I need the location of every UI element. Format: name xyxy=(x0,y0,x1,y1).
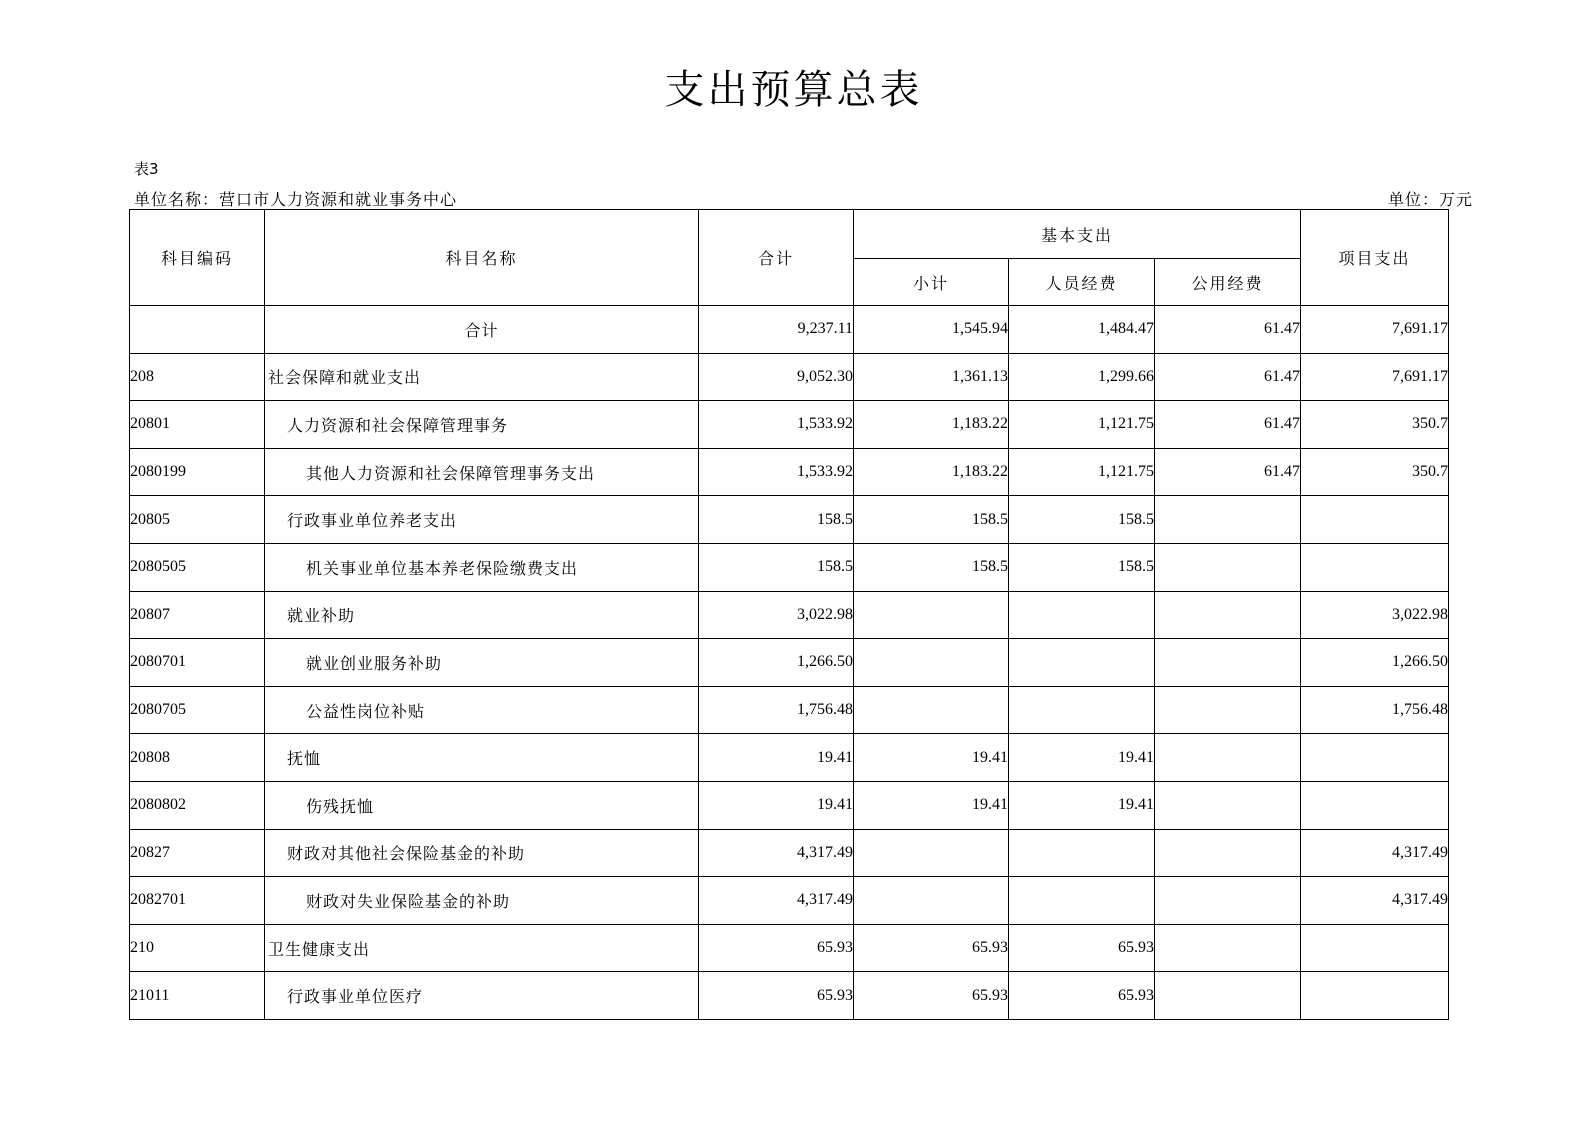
row-subtotal: 65.93 xyxy=(854,924,1009,972)
row-name: 行政事业单位医疗 xyxy=(265,972,699,1020)
row-public xyxy=(1155,972,1301,1020)
row-name: 财政对失业保险基金的补助 xyxy=(265,877,699,925)
row-public: 61.47 xyxy=(1155,353,1301,401)
row-name: 机关事业单位基本养老保险缴费支出 xyxy=(265,543,699,591)
document-title: 支出预算总表 xyxy=(664,67,923,113)
row-subtotal: 1,361.13 xyxy=(854,353,1009,401)
row-personnel xyxy=(1009,591,1155,639)
row-public xyxy=(1155,639,1301,687)
row-subtotal xyxy=(854,591,1009,639)
row-name: 其他人力资源和社会保障管理事务支出 xyxy=(265,448,699,496)
row-total: 1,756.48 xyxy=(699,686,854,734)
row-project: 350.7 xyxy=(1301,401,1449,449)
table-row xyxy=(130,448,1449,496)
row-total: 3,022.98 xyxy=(699,591,854,639)
row-name: 就业补助 xyxy=(265,591,699,639)
row-project xyxy=(1301,924,1449,972)
table-row xyxy=(130,496,1449,544)
row-code: 2080505 xyxy=(130,543,265,591)
row-project: 7,691.17 xyxy=(1301,306,1449,354)
row-public xyxy=(1155,877,1301,925)
row-subtotal: 158.5 xyxy=(854,496,1009,544)
row-code: 210 xyxy=(130,924,265,972)
row-project xyxy=(1301,972,1449,1020)
row-personnel: 19.41 xyxy=(1009,734,1155,782)
row-subtotal xyxy=(854,829,1009,877)
row-name: 就业创业服务补助 xyxy=(265,639,699,687)
row-public xyxy=(1155,734,1301,782)
row-personnel xyxy=(1009,877,1155,925)
row-code: 20827 xyxy=(130,829,265,877)
row-public xyxy=(1155,686,1301,734)
row-subtotal: 19.41 xyxy=(854,734,1009,782)
row-subtotal: 1,183.22 xyxy=(854,401,1009,449)
row-personnel: 158.5 xyxy=(1009,496,1155,544)
table-row xyxy=(130,639,1449,687)
header-personnel: 人员经费 xyxy=(1009,259,1155,306)
row-total: 9,237.11 xyxy=(699,306,854,354)
row-project: 4,317.49 xyxy=(1301,829,1449,877)
row-personnel: 1,121.75 xyxy=(1009,401,1155,449)
row-personnel: 65.93 xyxy=(1009,972,1155,1020)
row-code: 21011 xyxy=(130,972,265,1020)
row-total: 158.5 xyxy=(699,543,854,591)
row-personnel: 158.5 xyxy=(1009,543,1155,591)
row-code: 2080705 xyxy=(130,686,265,734)
table-row xyxy=(130,401,1449,449)
row-total: 158.5 xyxy=(699,496,854,544)
row-total: 9,052.30 xyxy=(699,353,854,401)
row-project: 1,266.50 xyxy=(1301,639,1449,687)
row-subtotal: 19.41 xyxy=(854,781,1009,829)
row-personnel: 65.93 xyxy=(1009,924,1155,972)
header-basic: 基本支出 xyxy=(854,210,1301,259)
row-public: 61.47 xyxy=(1155,448,1301,496)
row-personnel: 1,484.47 xyxy=(1009,306,1155,354)
table-row xyxy=(130,591,1449,639)
unit-name: 单位名称：营口市人力资源和就业事务中心 xyxy=(134,190,458,209)
row-total: 65.93 xyxy=(699,972,854,1020)
row-code: 20808 xyxy=(130,734,265,782)
currency-unit: 单位：万元 xyxy=(1387,190,1473,209)
row-personnel: 1,299.66 xyxy=(1009,353,1155,401)
budget-table xyxy=(129,209,1449,1020)
row-subtotal xyxy=(854,639,1009,687)
row-subtotal: 158.5 xyxy=(854,543,1009,591)
row-public xyxy=(1155,829,1301,877)
row-subtotal: 1,183.22 xyxy=(854,448,1009,496)
row-total: 4,317.49 xyxy=(699,877,854,925)
row-code: 20801 xyxy=(130,401,265,449)
row-name: 合计 xyxy=(265,306,699,354)
row-project: 350.7 xyxy=(1301,448,1449,496)
row-project xyxy=(1301,781,1449,829)
row-code: 20805 xyxy=(130,496,265,544)
row-project: 7,691.17 xyxy=(1301,353,1449,401)
row-name: 抚恤 xyxy=(265,734,699,782)
row-total: 4,317.49 xyxy=(699,829,854,877)
table-header xyxy=(130,210,1449,306)
header-name: 科目名称 xyxy=(265,210,699,306)
row-code: 2082701 xyxy=(130,877,265,925)
table-row xyxy=(130,353,1449,401)
row-public xyxy=(1155,543,1301,591)
row-subtotal xyxy=(854,877,1009,925)
table-row xyxy=(130,543,1449,591)
row-project xyxy=(1301,734,1449,782)
row-code: 2080701 xyxy=(130,639,265,687)
row-name: 伤残抚恤 xyxy=(265,781,699,829)
row-public: 61.47 xyxy=(1155,306,1301,354)
row-project: 1,756.48 xyxy=(1301,686,1449,734)
row-total: 1,533.92 xyxy=(699,448,854,496)
row-public xyxy=(1155,924,1301,972)
row-total: 19.41 xyxy=(699,734,854,782)
row-name: 财政对其他社会保险基金的补助 xyxy=(265,829,699,877)
row-name: 社会保障和就业支出 xyxy=(265,353,699,401)
row-name: 行政事业单位养老支出 xyxy=(265,496,699,544)
row-project xyxy=(1301,496,1449,544)
row-public xyxy=(1155,591,1301,639)
table-row xyxy=(130,781,1449,829)
row-name: 人力资源和社会保障管理事务 xyxy=(265,401,699,449)
row-total: 19.41 xyxy=(699,781,854,829)
header-code: 科目编码 xyxy=(130,210,265,306)
table-number: 表3 xyxy=(134,160,159,178)
row-code: 20807 xyxy=(130,591,265,639)
table-row xyxy=(130,306,1449,354)
row-subtotal xyxy=(854,686,1009,734)
row-public: 61.47 xyxy=(1155,401,1301,449)
row-total: 1,266.50 xyxy=(699,639,854,687)
row-code: 208 xyxy=(130,353,265,401)
row-public xyxy=(1155,496,1301,544)
row-code: 2080802 xyxy=(130,781,265,829)
row-total: 65.93 xyxy=(699,924,854,972)
row-personnel xyxy=(1009,686,1155,734)
table-row xyxy=(130,686,1449,734)
row-subtotal: 65.93 xyxy=(854,972,1009,1020)
row-name: 公益性岗位补贴 xyxy=(265,686,699,734)
row-project xyxy=(1301,543,1449,591)
row-personnel: 1,121.75 xyxy=(1009,448,1155,496)
table-row xyxy=(130,829,1449,877)
row-personnel: 19.41 xyxy=(1009,781,1155,829)
header-project: 项目支出 xyxy=(1301,210,1449,306)
row-subtotal: 1,545.94 xyxy=(854,306,1009,354)
row-project: 4,317.49 xyxy=(1301,877,1449,925)
row-personnel xyxy=(1009,829,1155,877)
row-personnel xyxy=(1009,639,1155,687)
row-code: 2080199 xyxy=(130,448,265,496)
header-public: 公用经费 xyxy=(1155,259,1301,306)
header-subtotal: 小计 xyxy=(854,259,1009,306)
row-project: 3,022.98 xyxy=(1301,591,1449,639)
row-code xyxy=(130,306,265,354)
row-total: 1,533.92 xyxy=(699,401,854,449)
table-row xyxy=(130,924,1449,972)
table-row xyxy=(130,877,1449,925)
table-body xyxy=(130,306,1449,1020)
header-total: 合计 xyxy=(699,210,854,306)
row-public xyxy=(1155,781,1301,829)
table-row xyxy=(130,972,1449,1020)
row-name: 卫生健康支出 xyxy=(265,924,699,972)
table-row xyxy=(130,734,1449,782)
